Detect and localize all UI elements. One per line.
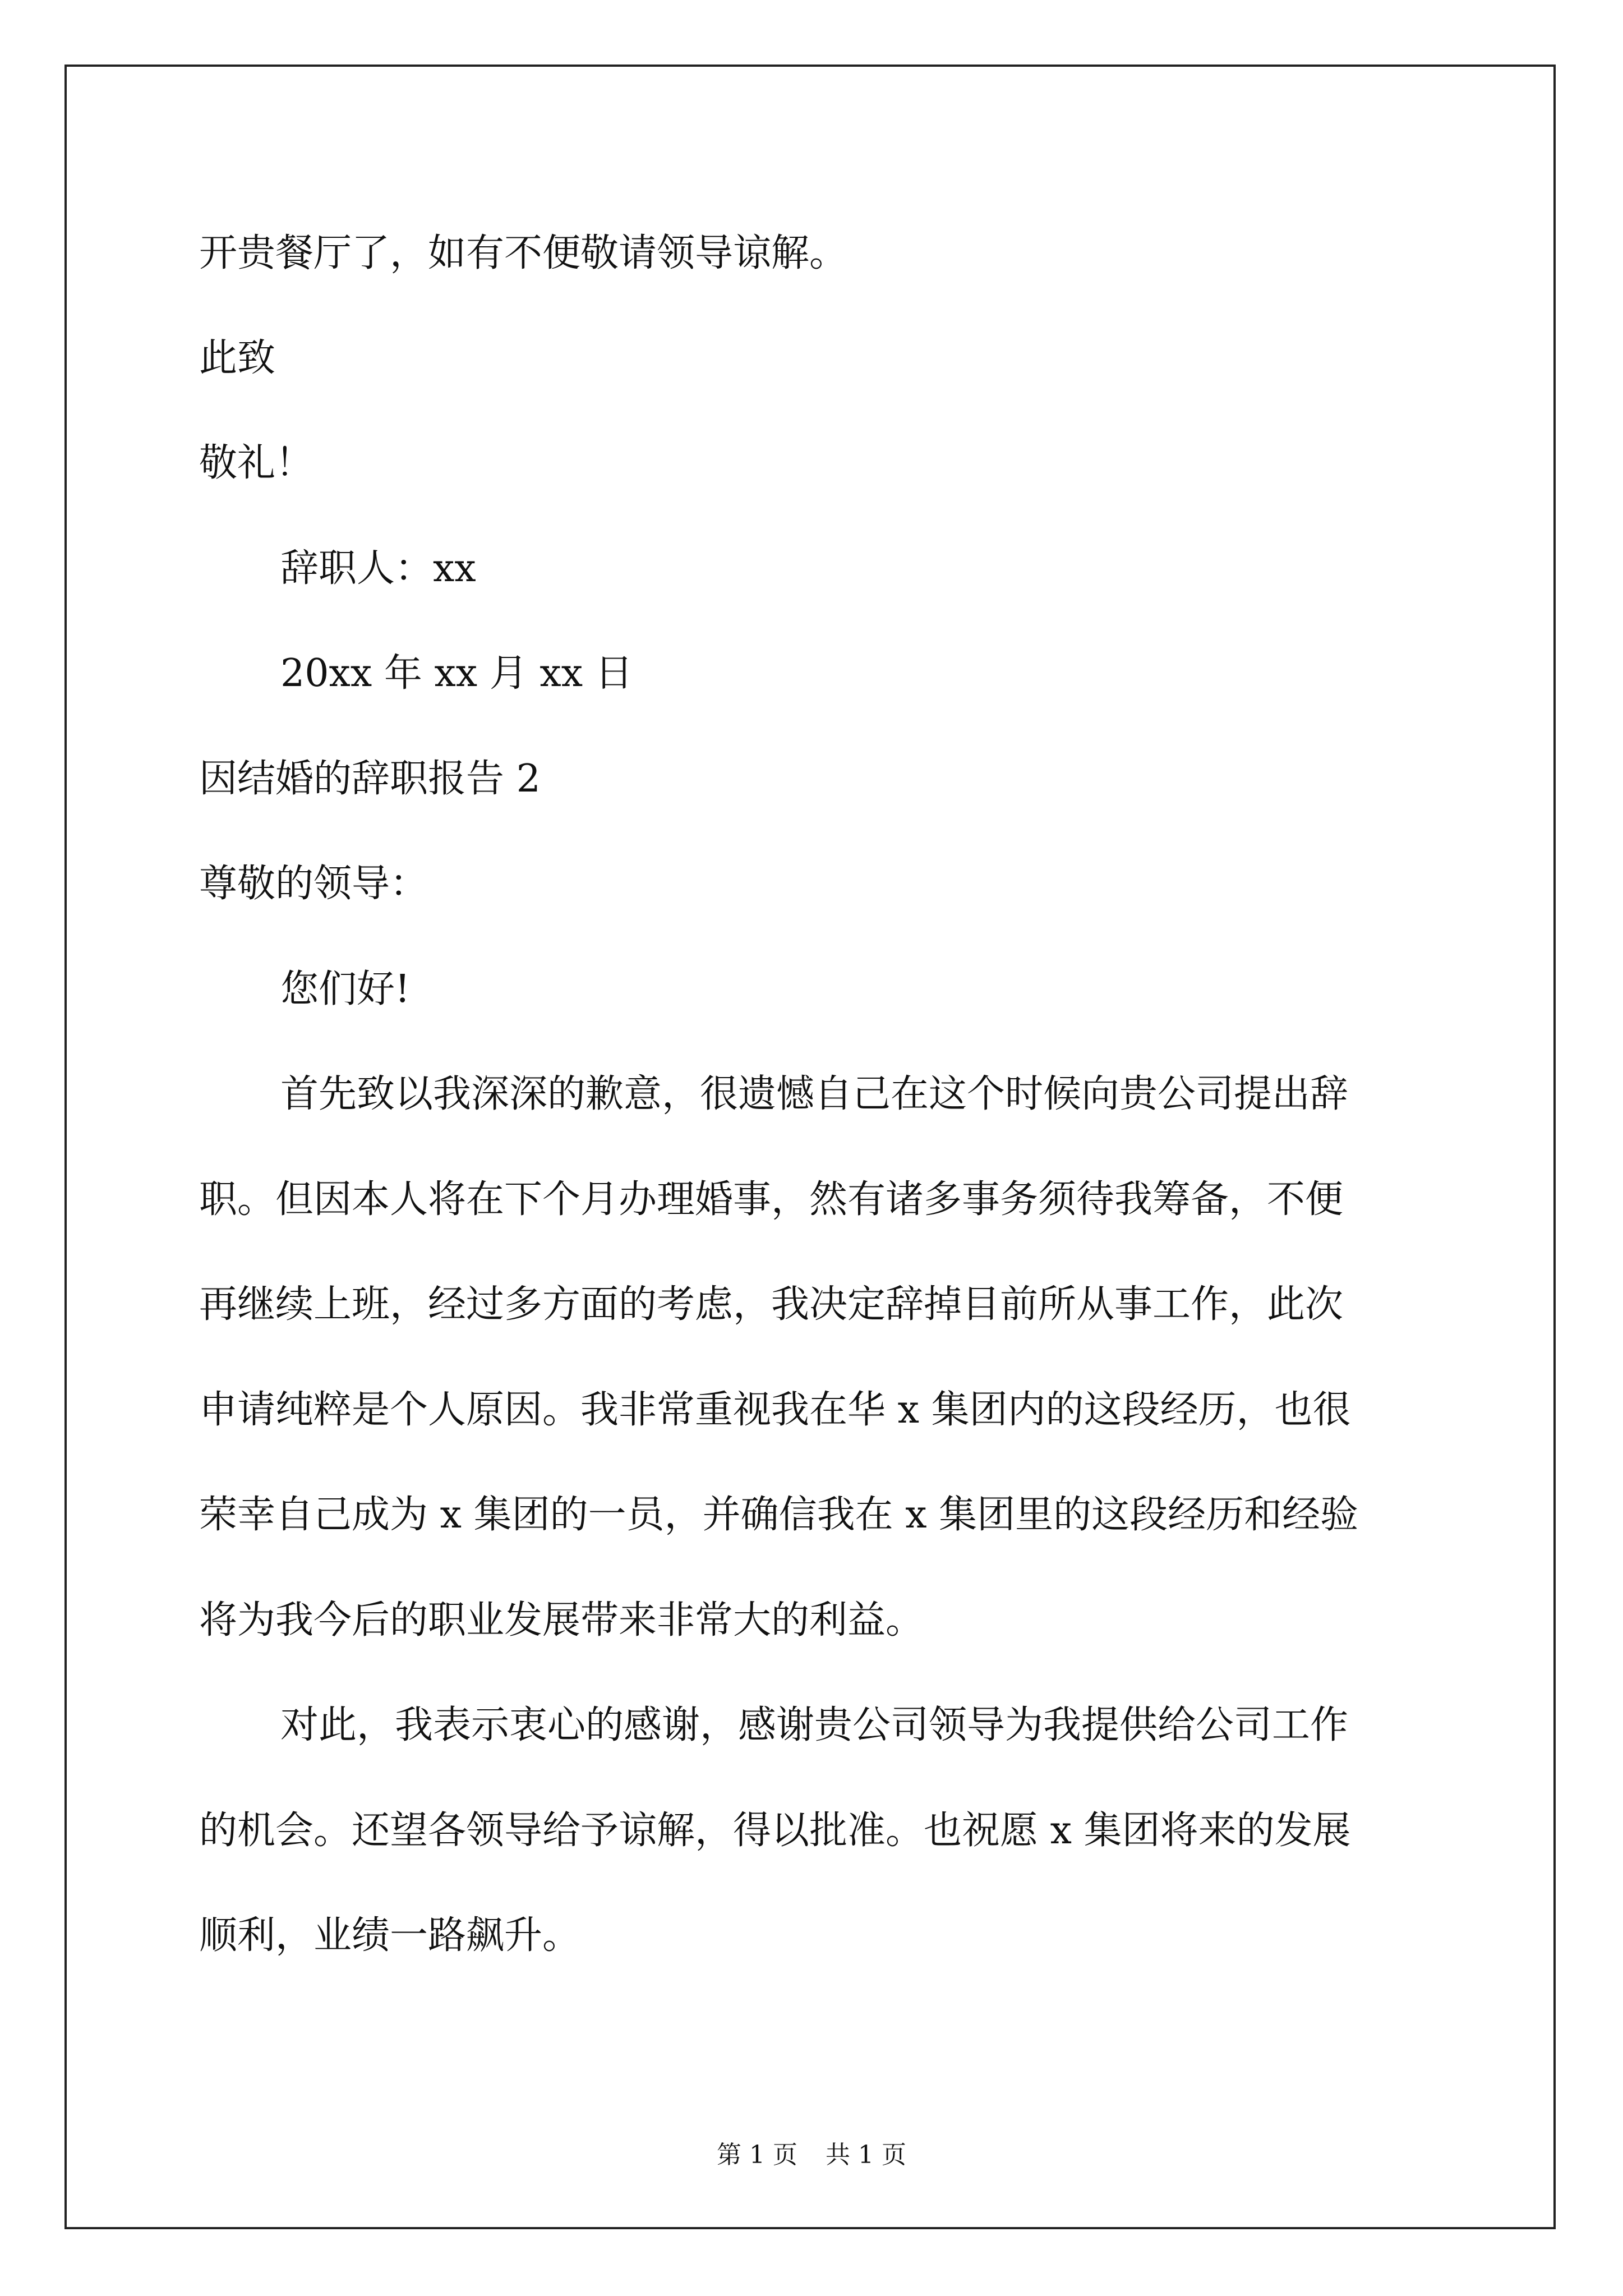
date-line: 20xx 年 xx 月 xx 日 [280, 651, 633, 696]
paragraph-line: 再继续上班，经过多方面的考虑，我决定辞掉目前所从事工作，此次 [199, 1282, 1344, 1327]
paragraph-line: 顺利，业绩一路飙升。 [199, 1913, 581, 1958]
paragraph-line: 的机会。还望各领导给予谅解，得以批准。也祝愿 x 集团将来的发展 [199, 1809, 1351, 1853]
paragraph-line: 职。但因本人将在下个月办理婚事，然有诸多事务须待我筹备，不便 [199, 1177, 1344, 1222]
page-total: 共 1 页 [826, 2141, 906, 2169]
paragraph-line: 首先致以我深深的歉意，很遗憾自己在这个时候向贵公司提出辞 [280, 1072, 1349, 1116]
paragraph-line: 荣幸自己成为 x 集团的一员，并确信我在 x 集团里的这段经历和经验 [199, 1493, 1359, 1537]
text-line: 开贵餐厅了，如有不便敬请领导谅解。 [199, 231, 848, 275]
section-title: 因结婚的辞职报告 2 [199, 757, 541, 801]
paragraph-line: 对此，我表示衷心的感谢，感谢贵公司领导为我提供给公司工作 [280, 1703, 1349, 1747]
signature-line: 辞职人：xx [280, 546, 476, 591]
text-line: 此致 [199, 336, 276, 380]
text-line: 敬礼！ [199, 441, 314, 485]
salutation: 尊敬的领导： [199, 862, 428, 906]
page-number: 第 1 页 [717, 2141, 797, 2169]
greeting: 您们好! [280, 967, 411, 1011]
paragraph-line: 将为我今后的职业发展带来非常大的利益。 [199, 1598, 924, 1642]
page-frame [64, 65, 1556, 2229]
page-footer [0, 2134, 1623, 2170]
paragraph-line: 申请纯粹是个人原因。我非常重视我在华 x 集团内的这段经历，也很 [199, 1388, 1351, 1432]
